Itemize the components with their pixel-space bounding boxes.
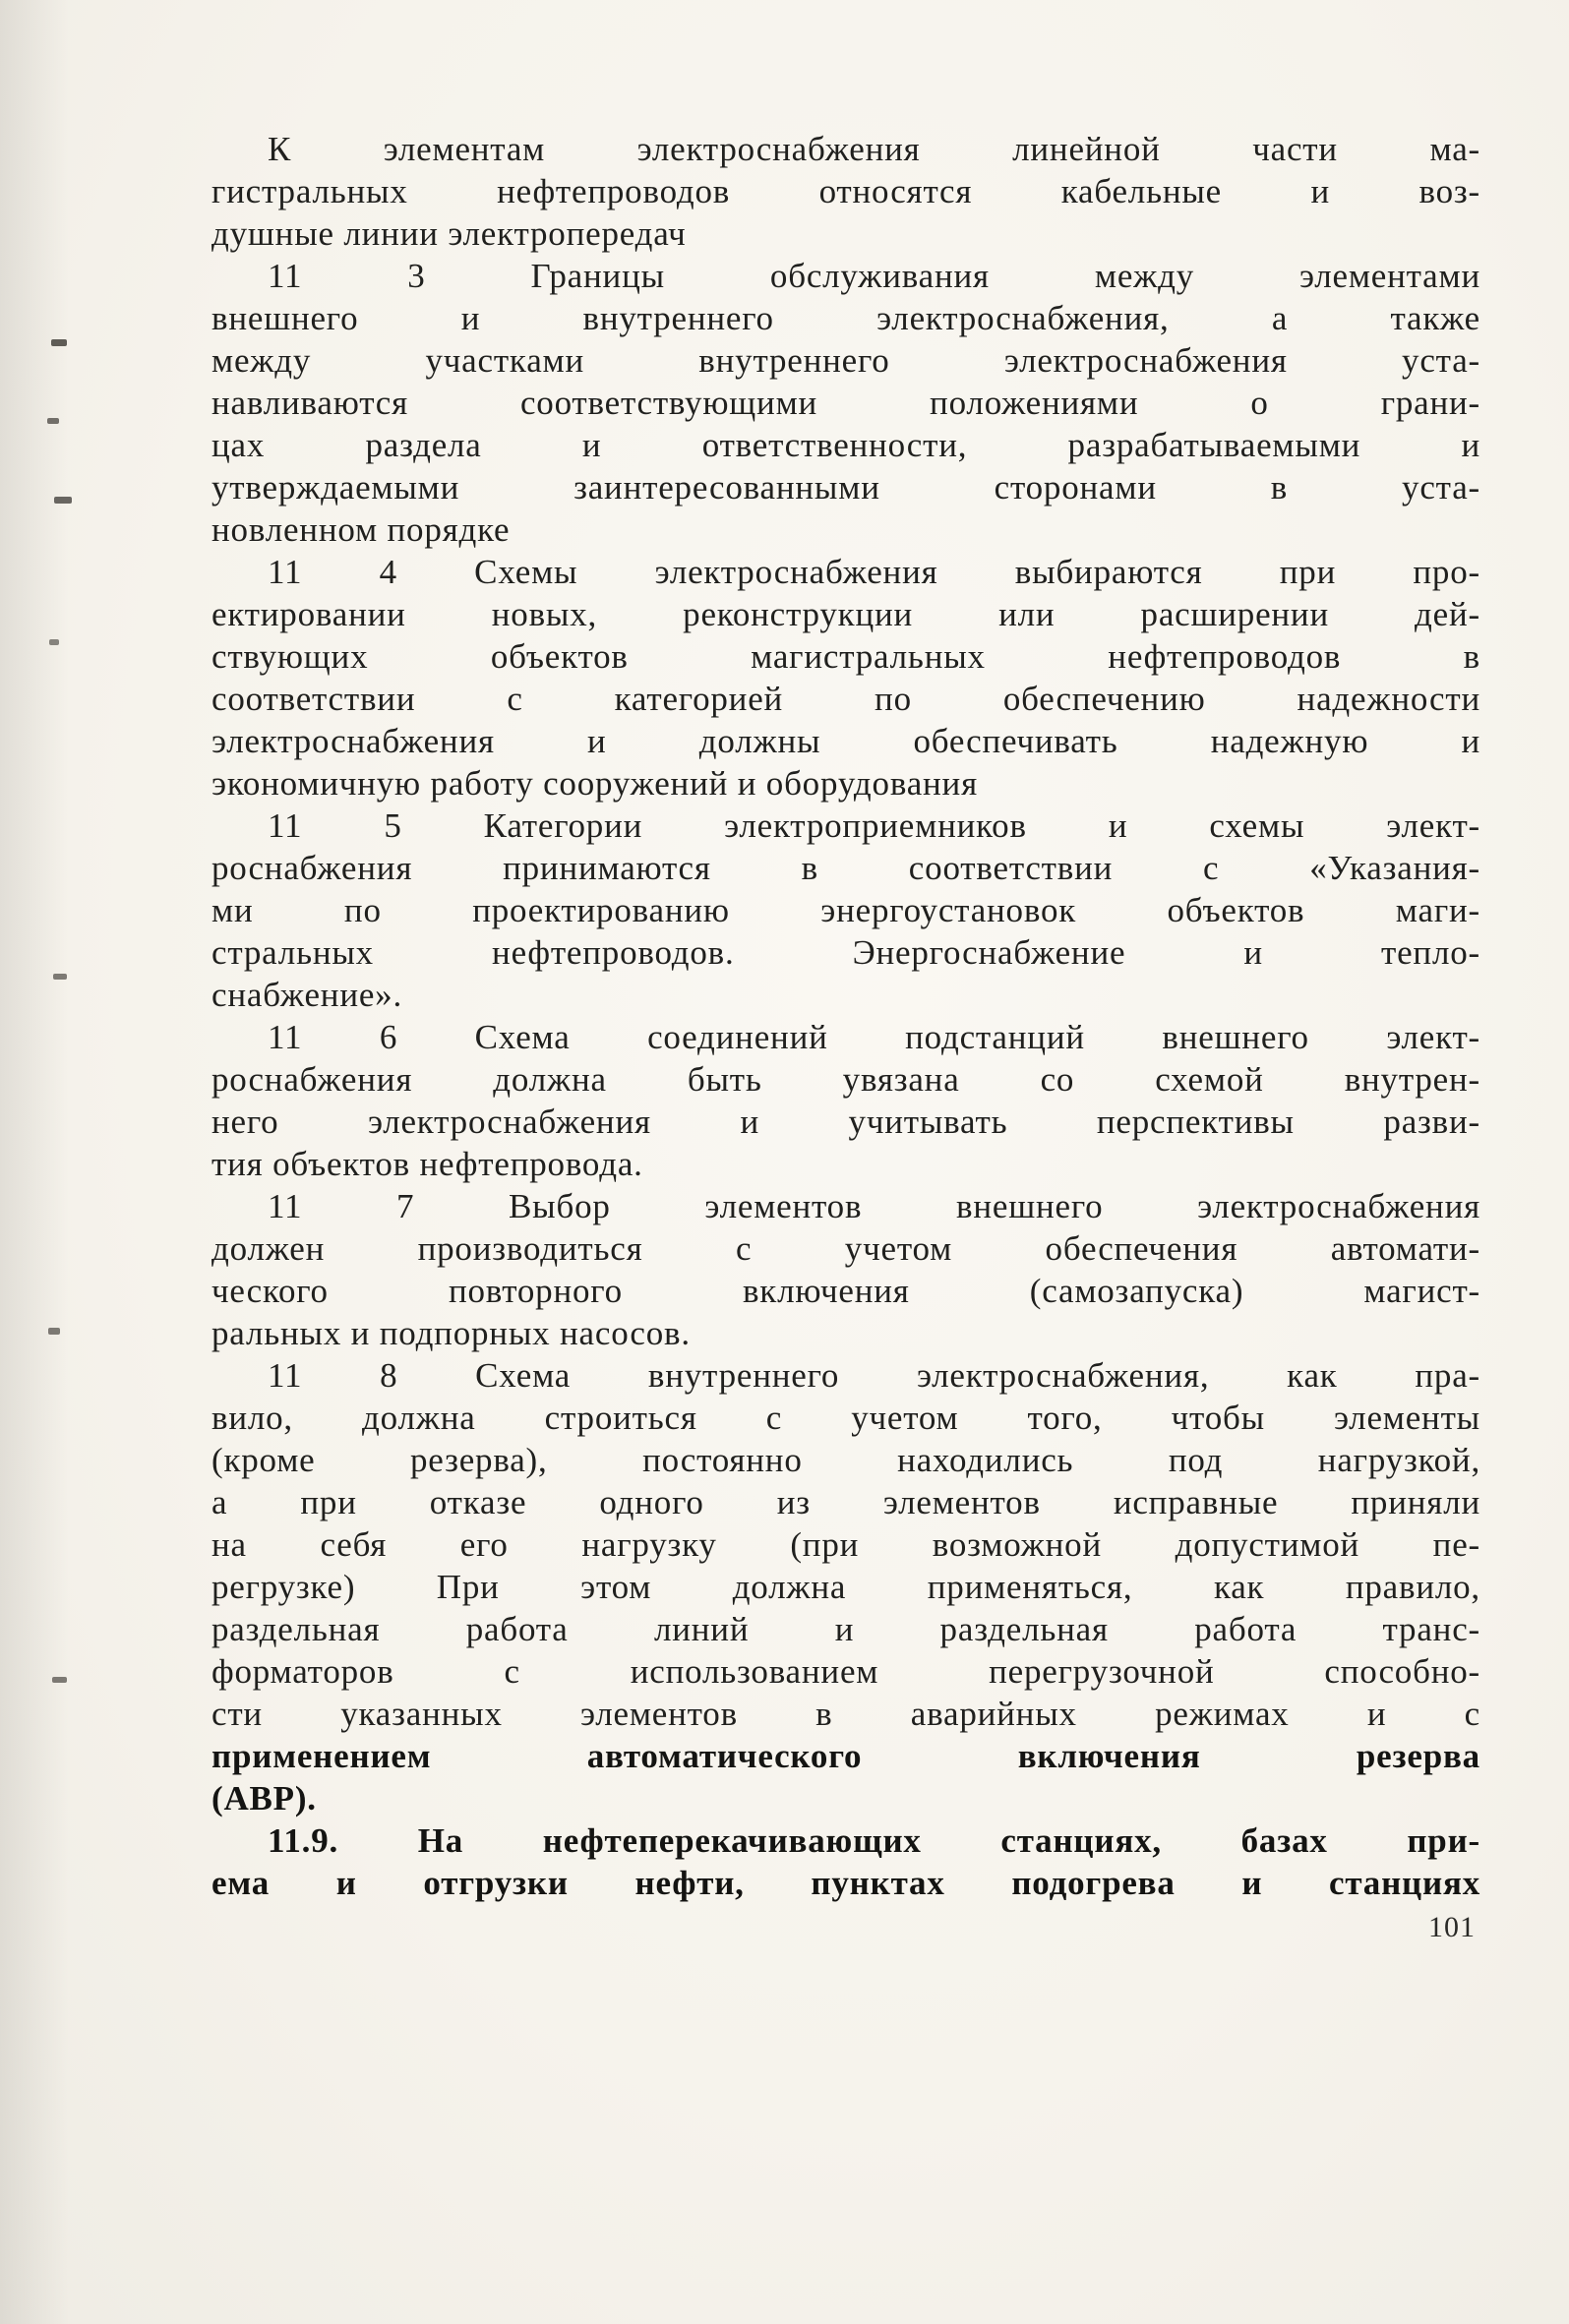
text-line: (АВР). — [211, 1779, 317, 1817]
text-line: внешнего и внутреннего электроснабжения, а также — [211, 299, 1480, 337]
text-line: ектировании новых, реконструкции или расширении дей- — [211, 595, 1480, 633]
scan-artifact — [51, 339, 67, 346]
paragraph-3 — [211, 804, 1480, 1016]
text-line: применением автоматического включения резерва — [211, 1737, 1480, 1775]
text-line: ема и отгрузки нефти, пунктах подогрева и станциях — [211, 1864, 1480, 1902]
text-line: тия объектов нефтепровода. — [211, 1145, 643, 1183]
text-line: соответствии с категорией по обеспечению надежности — [211, 680, 1480, 718]
text-block — [211, 128, 1480, 1904]
text-line: новленном порядке — [211, 510, 511, 549]
paragraph-4 — [211, 1016, 1480, 1185]
text-line: регрузке) При этом должна применяться, как правило, — [211, 1568, 1480, 1606]
text-line: ральных и подпорных насосов. — [211, 1314, 691, 1352]
page-number: 101 — [1428, 1911, 1476, 1943]
text-line: раздельная работа линий и раздельная работа транс- — [211, 1610, 1480, 1648]
text-line: сти указанных элементов в аварийных режимах и с — [211, 1695, 1480, 1733]
text-line: электроснабжения и должны обеспечивать надежную и — [211, 722, 1480, 760]
paragraph-2 — [211, 551, 1480, 804]
text-line: (кроме резерва), постоянно находились под нагрузкой, — [211, 1441, 1480, 1479]
text-line: на себя его нагрузку (при возможной допустимой пе- — [211, 1525, 1480, 1564]
text-line: ческого повторного включения (самозапуска) магист- — [211, 1272, 1480, 1310]
text-line: ми по проектированию энергоустановок объектов маги- — [211, 891, 1480, 929]
text-line: роснабжения принимаются в соответствии с «Указания- — [211, 849, 1480, 887]
text-line: гистральных нефтепроводов относятся кабельные и воз- — [211, 172, 1480, 210]
paragraph-5 — [211, 1185, 1480, 1354]
text-line: 11.9. На нефтеперекачивающих станциях, базах при- — [268, 1821, 1480, 1860]
text-line: форматоров с использованием перегрузочной способно- — [211, 1652, 1480, 1691]
scan-artifact — [47, 418, 59, 424]
text-line: 11 3 Границы обслуживания между элементами — [268, 257, 1480, 295]
scan-artifact — [53, 974, 67, 980]
paragraph-7 — [211, 1819, 1480, 1904]
text-line: 11 5 Категории электроприемников и схемы элект- — [268, 806, 1480, 845]
text-line: должен производиться с учетом обеспечения автомати- — [211, 1229, 1480, 1268]
text-line: ствующих объектов магистральных нефтепроводов в — [211, 637, 1480, 676]
paragraph-1 — [211, 255, 1480, 551]
binding-shadow — [0, 0, 69, 2324]
text-line: 11 6 Схема соединений подстанций внешнего элект- — [268, 1018, 1480, 1056]
text-line: 11 8 Схема внутреннего электроснабжения, как пра- — [268, 1356, 1480, 1395]
scan-artifact — [49, 639, 59, 645]
text-line: стральных нефтепроводов. Энергоснабжение и тепло- — [211, 933, 1480, 972]
text-line: К элементам электроснабжения линейной части ма- — [268, 130, 1480, 168]
scan-artifact — [54, 497, 72, 504]
scan-artifact — [48, 1328, 60, 1335]
text-line: него электроснабжения и учитывать перспективы разви- — [211, 1102, 1480, 1141]
text-line: а при отказе одного из элементов исправные приняли — [211, 1483, 1480, 1521]
text-line: экономичную работу сооружений и оборудования — [211, 764, 978, 803]
text-line: душные линии электропередач — [211, 214, 687, 253]
text-line: вило, должна строиться с учетом того, чтобы элементы — [211, 1399, 1480, 1437]
text-line: между участками внутреннего электроснабжения уста- — [211, 341, 1480, 380]
text-line: цах раздела и ответственности, разрабатываемыми и — [211, 426, 1480, 464]
text-line: роснабжения должна быть увязана со схемой внутрен- — [211, 1060, 1480, 1099]
paragraph-6 — [211, 1354, 1480, 1819]
text-line: 11 7 Выбор элементов внешнего электроснабжения — [268, 1187, 1480, 1225]
paragraph-0 — [211, 128, 1480, 255]
text-line: снабжение». — [211, 976, 403, 1014]
text-line: навливаются соответствующими положениями о грани- — [211, 384, 1480, 422]
text-line: 11 4 Схемы электроснабжения выбираются при про- — [268, 553, 1480, 591]
text-line: утверждаемыми заинтересованными сторонами в уста- — [211, 468, 1480, 507]
scan-artifact — [52, 1677, 67, 1683]
